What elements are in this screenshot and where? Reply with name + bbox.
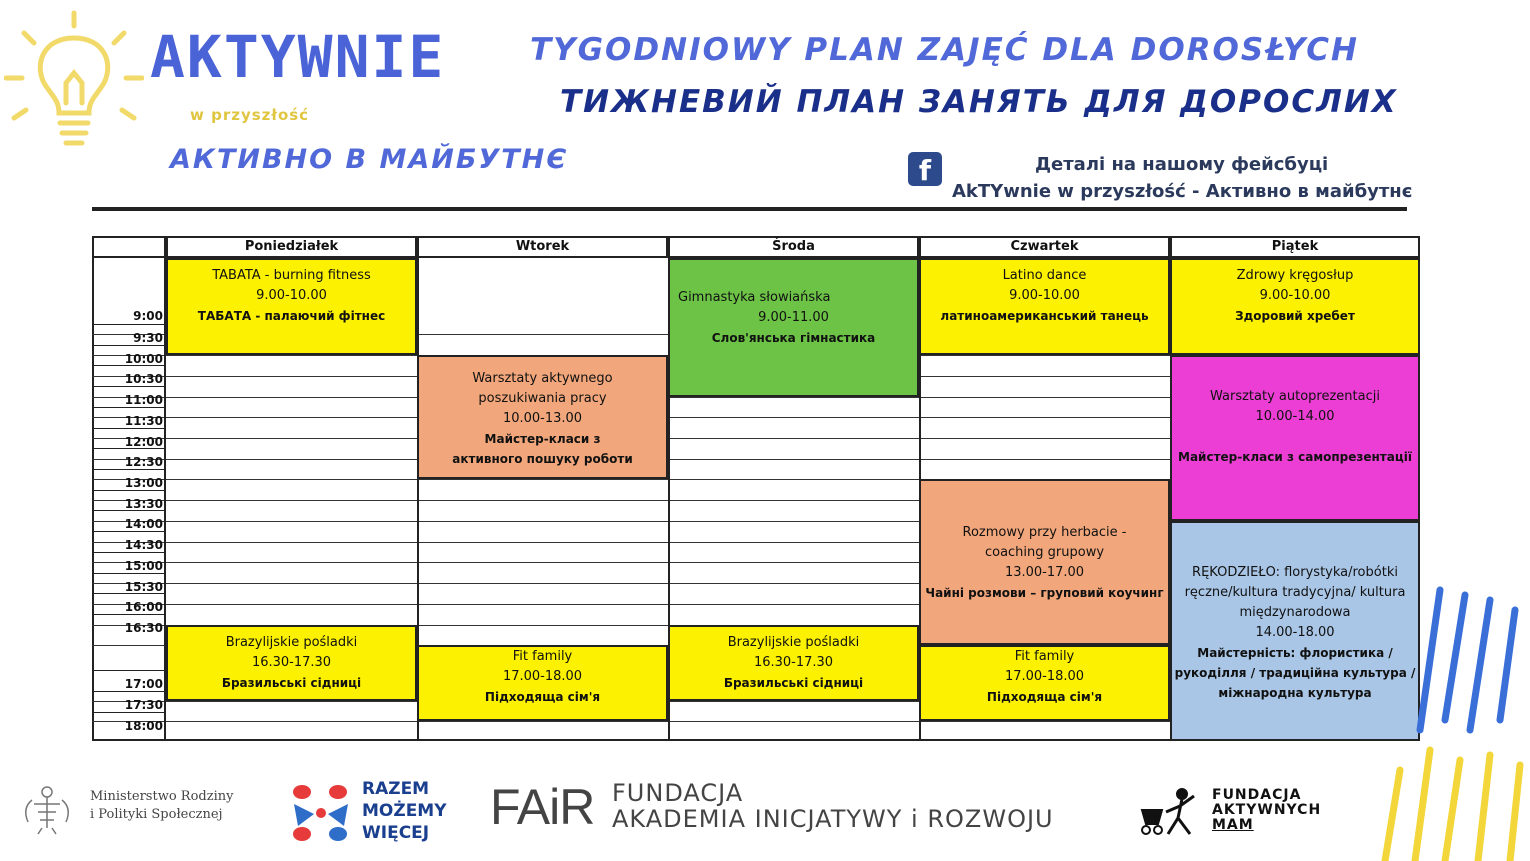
event-time: 14.00-18.00 [1255,625,1335,640]
time-label: 14:00 [92,510,166,531]
time-label: 10:00 [92,345,166,366]
time-label: 12:30 [92,448,166,469]
event-time: 9.00-10.00 [1259,288,1331,303]
brand-logo-text: AKTYWNIE [150,23,446,91]
fair-line-1: FUNDACJA [612,779,744,807]
day-header-thursday: Czwartek [919,236,1170,258]
event-name: Zdrowy kręgosłup [1236,268,1354,283]
event-time: 16.30-17.30 [251,655,332,670]
razem-logo-icon [288,780,354,842]
event-thu-fit-family[interactable] [919,645,1170,721]
time-label: 13:30 [92,490,166,511]
razem-text [362,778,447,844]
time-label: 9:30 [92,324,166,345]
day-header-wednesday: Środa [668,236,919,258]
event-name-ua: Майстер-класи з самопрезентації [1178,450,1412,464]
decorative-stripes [1360,570,1530,861]
brand-subtitle: w przyszłość [190,106,310,124]
event-tue-warsztaty[interactable] [417,355,668,479]
event-time: 10.00-13.00 [502,411,583,426]
event-time: 9.00-11.00 [758,310,829,325]
event-name-ua: Підходяща сім'я [986,690,1103,704]
event-name: Brazylijskie pośladki [727,635,860,650]
event-fri-zdrowy[interactable] [1170,258,1420,355]
time-label: 17:30 [92,691,166,712]
time-label: 15:00 [92,552,166,573]
lightbulb-icon [4,8,144,158]
day-header-monday: Poniedziałek [166,236,417,258]
ministry-line-2: i Polityki Społecznej [90,807,223,822]
time-label: 16:00 [92,593,166,614]
event-time: 17.00-18.00 [1004,669,1085,684]
event-thu-rozmowy[interactable] [919,479,1170,645]
event-time: 13.00-17.00 [1004,565,1085,580]
event-name-ua: латиноамериканський танець [940,309,1149,323]
fam-line-2: AKTYWNYCH [1212,802,1322,818]
event-name-ua: Майстер-класи з активного пошуку роботи [452,432,633,466]
event-name-ua: Підходяща сім'я [484,690,601,704]
fam-line-3: MAM [1212,817,1254,833]
facebook-page-name[interactable]: AkTYwnie w przyszłość - Активно в майбутнє [952,181,1413,202]
time-label: 18:00 [92,712,166,733]
fam-line-1: FUNDACJA [1212,787,1302,803]
day-header-friday: Piątek [1170,236,1420,258]
facebook-icon[interactable]: f [908,152,942,186]
razem-line-1: RAZEM [362,779,430,799]
brand-ukrainian: АКТИВНО В МАЙБУТНЄ [170,144,569,175]
facebook-details-text: Деталі на нашому фейсбуці [1035,154,1329,175]
event-mon-tabata[interactable] [166,258,417,355]
event-name: Brazylijskie pośladki [225,635,358,650]
fam-foundation-name [1212,788,1321,833]
ministry-line-1: Ministerstwo Rodziny [90,789,234,804]
fair-logo-text: FAiR [490,779,595,835]
event-name-ua: ТАБАТА - палаючий фітнес [197,309,386,323]
razem-line-3: WIĘCEJ [362,823,430,843]
time-label: 16:30 [92,614,166,635]
event-wed-brazylijskie[interactable] [668,625,919,701]
event-name-ua: Бразильські сідниці [723,676,864,690]
event-name: Fit family [512,649,573,664]
corner-cell [92,236,166,258]
event-time: 16.30-17.30 [753,655,834,670]
polish-eagle-emblem [18,778,76,836]
event-name-ua: Здоровий хребет [1235,309,1355,323]
event-name: TABATA - burning fitness [212,268,371,283]
event-name-ua: Бразильські сідниці [221,676,362,690]
event-fri-autoprezentacja[interactable] [1170,355,1420,521]
fair-foundation-name [612,780,1054,832]
event-name: RĘKODZIEŁO: florystyka/robótki ręczne/kultura tradycyjna/ kultura międzynarodowa [1184,565,1406,620]
time-label: 10:30 [92,365,166,386]
event-name: Latino dance [1002,268,1087,283]
page-title-polish: TYGODNIOWY PLAN ZAJĘĆ DLA DOROSŁYCH [530,32,1359,68]
time-label: 11:30 [92,407,166,428]
event-tue-fit-family[interactable] [417,645,668,721]
event-time: 9.00-10.00 [1009,288,1080,303]
event-name-ua: Чайні розмови – груповий коучинг [925,586,1164,600]
event-thu-latino[interactable] [919,258,1170,355]
event-name-ua: Слов'янська гімнастика [711,331,876,345]
event-name: Fit family [1014,649,1075,664]
event-name: Warsztaty autoprezentacji [1210,389,1380,404]
time-label: 12:00 [92,428,166,449]
event-name-ua: Майстерність: флористика / рукоділля / традиційна культура / міжнародна культура [1174,646,1416,700]
fair-line-2: AKADEMIA INICJATYWY i ROZWOJU [612,805,1054,833]
time-label: 9:00 [133,309,163,323]
time-label: 15:30 [92,573,166,594]
event-time: 9.00-10.00 [256,288,327,303]
time-label: 11:00 [92,386,166,407]
event-name: Rozmowy przy herbacie - coaching grupowy [962,525,1127,560]
ministry-name [90,788,233,824]
mother-stroller-icon [1138,788,1204,838]
time-label: 14:30 [92,531,166,552]
event-time: 10.00-14.00 [1255,409,1335,424]
event-name: Gimnastyka słowiańska [678,290,831,305]
header-divider [92,207,1407,211]
razem-line-2: MOŻEMY [362,801,447,821]
page-title-ukrainian: ТИЖНЕВИЙ ПЛАН ЗАНЯТЬ ДЛЯ ДОРОСЛИХ [560,84,1398,120]
time-label: 17:00 [92,670,166,691]
day-header-tuesday: Wtorek [417,236,668,258]
time-label: 13:00 [92,469,166,490]
event-wed-gimnastyka[interactable] [668,258,919,397]
event-mon-brazylijskie[interactable] [166,625,417,701]
event-name: Warsztaty aktywnego poszukiwania pracy [472,371,613,406]
event-time: 17.00-18.00 [502,669,583,684]
